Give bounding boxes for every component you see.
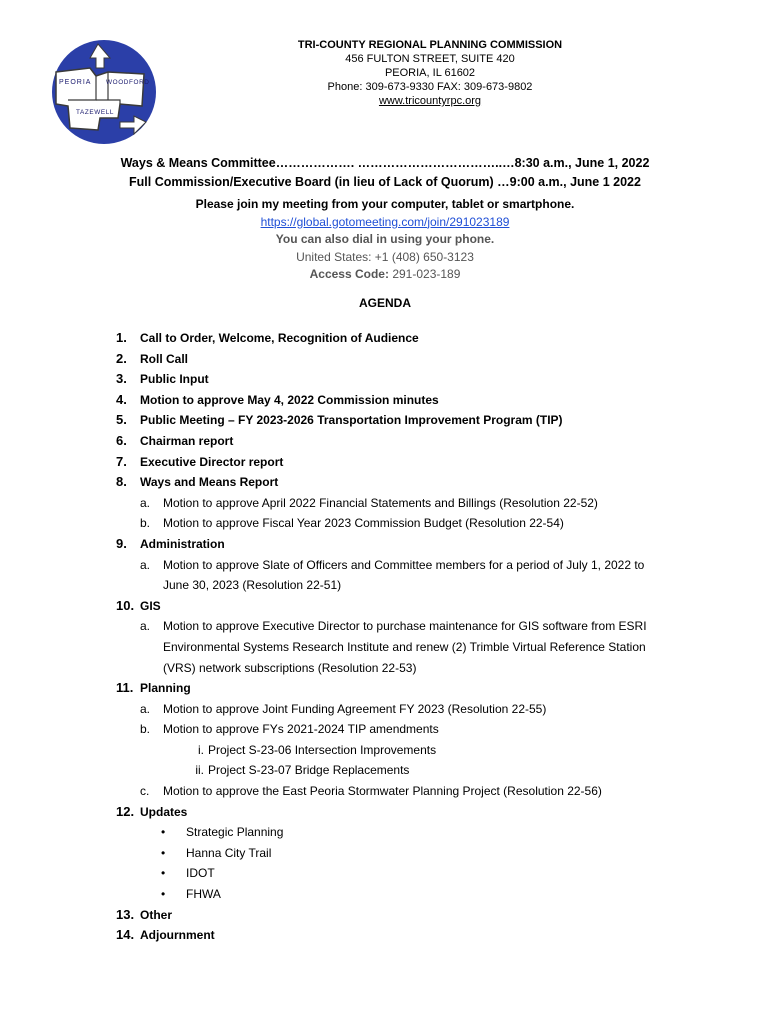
access-code-value: 291-023-189 [392, 267, 461, 281]
agenda-subitem-continuation: (VRS) network subscriptions (Resolution 22-53) [163, 660, 417, 675]
meeting-schedule [0, 154, 770, 192]
logo-woodford-label: WOODFORD [106, 79, 150, 86]
agenda-subitem: a. Motion to approve Joint Funding Agreement FY 2023 (Resolution 22-55) [140, 701, 547, 716]
agenda-subitem: a. Motion to approve Executive Director to purchase maintenance for GIS software from ESRI [140, 619, 647, 634]
letterhead [230, 38, 630, 108]
agenda-sub-subitem: ii. Project S-23-07 Bridge Replacements [195, 763, 410, 778]
agenda-item: 12. Updates [116, 803, 188, 819]
agenda-subitem: b. Motion to approve FYs 2021-2024 TIP amendments [140, 722, 439, 737]
dial-in-phone: United States: +1 (408) 650-3123 [296, 249, 474, 264]
organization-name: TRI-COUNTY REGIONAL PLANNING COMMISSION [297, 39, 563, 51]
agenda-item: 5. Public Meeting – FY 2023-2026 Transportation Improvement Program (TIP) [116, 412, 563, 428]
agenda-title: AGENDA [358, 296, 411, 310]
agenda-item: 8. Ways and Means Report [116, 474, 279, 490]
tri-county-logo [48, 38, 160, 146]
agenda-item: 3. Public Input [116, 371, 209, 387]
agenda-bullet: • Strategic Planning [161, 825, 284, 840]
agenda-item: 11. Planning [116, 680, 191, 696]
gotomeeting-link[interactable]: https://global.gotomeeting.com/join/291023189 [260, 214, 510, 229]
agenda-item: 4. Motion to approve May 4, 2022 Commission minutes [116, 391, 439, 407]
agenda-subitem: b. Motion to approve Fiscal Year 2023 Commission Budget (Resolution 22-54) [140, 516, 564, 531]
agenda-bullet: • IDOT [161, 866, 215, 881]
schedule-full-commission: Full Commission/Executive Board (in lieu of Lack of Quorum) …9:00 a.m., June 1 2022 [129, 175, 641, 189]
access-code-line [0, 266, 770, 284]
agenda-item: 9. Administration [116, 535, 225, 551]
agenda-subitem-continuation: Environmental Systems Research Institute and renew (2) Trimble Virtual Reference Station [163, 639, 646, 654]
agenda-subitem: a. Motion to approve Slate of Officers and Committee members for a period of July 1, 2022 to [140, 557, 645, 572]
website-link[interactable]: www.tricountyrpc.org [378, 95, 482, 107]
agenda-subitem: c. Motion to approve the East Peoria Stormwater Planning Project (Resolution 22-56) [140, 784, 602, 799]
agenda-sub-subitem: i. Project S-23-06 Intersection Improvements [198, 742, 437, 757]
logo-tazewell-label: TAZEWELL [76, 109, 115, 116]
agenda-item: 6. Chairman report [116, 432, 234, 448]
agenda-item: 7. Executive Director report [116, 453, 284, 469]
logo-peoria-label: PEORIA [59, 79, 92, 86]
access-code-label: Access Code: [309, 267, 389, 281]
agenda-item: 14. Adjournment [116, 927, 215, 943]
street-address: 456 FULTON STREET, SUITE 420 [345, 53, 515, 65]
phone-fax: Phone: 309-673-9330 FAX: 309-673-9802 [327, 81, 533, 93]
join-instructions: Please join my meeting from your computer, tablet or smartphone. [195, 197, 575, 211]
agenda-list [116, 328, 696, 946]
dial-in-instructions: You can also dial in using your phone. [275, 232, 495, 246]
agenda-subitem-continuation: June 30, 2023 (Resolution 22-51) [163, 578, 342, 593]
city-state-zip: PEORIA, IL 61602 [384, 67, 476, 79]
agenda-item: 13. Other [116, 906, 173, 922]
agenda-bullet: • FHWA [161, 887, 221, 902]
agenda-bullet: • Hanna City Trail [161, 845, 272, 860]
agenda-item: 1. Call to Order, Welcome, Recognition of Audience [116, 330, 419, 345]
agenda-subitem: a. Motion to approve April 2022 Financial Statements and Billings (Resolution 22-52) [140, 495, 598, 510]
agenda-item: 2. Roll Call [116, 350, 189, 366]
agenda-item: 10. GIS [116, 597, 161, 613]
schedule-ways-means: Ways & Means Committee………………. ……………………………..…8:30 a.m., June 1, 2022 [120, 156, 650, 170]
join-meeting-info [0, 196, 770, 284]
